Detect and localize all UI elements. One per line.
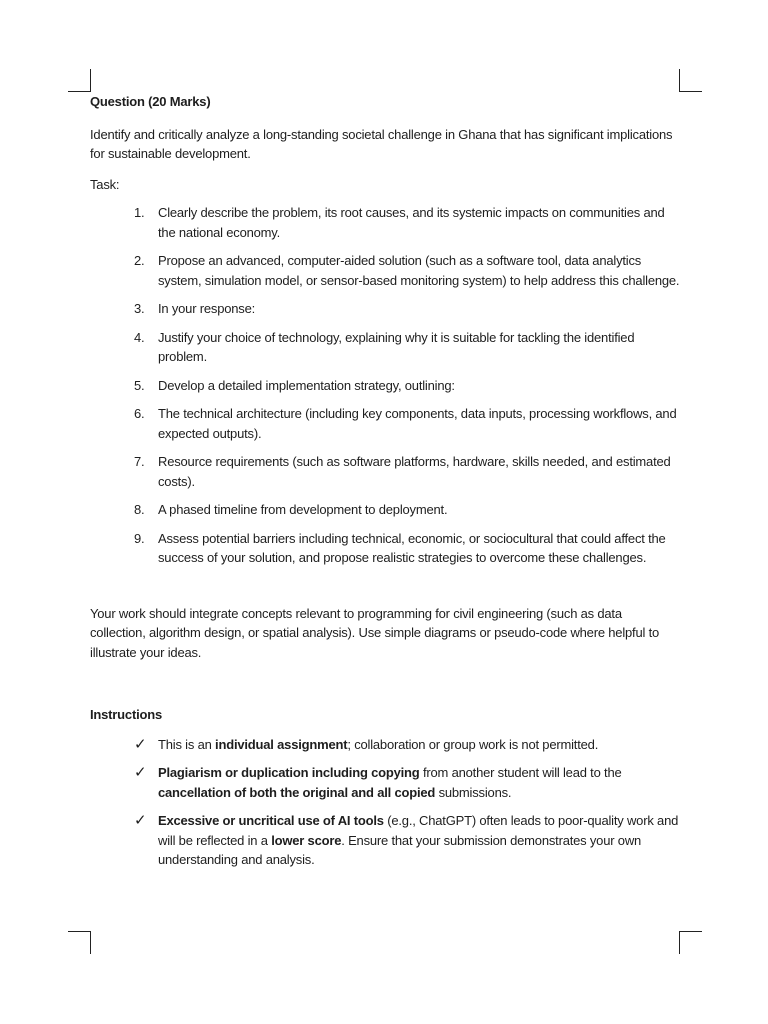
instruction-item: [90, 811, 680, 870]
instruction-text: from another student will lead to the: [419, 765, 622, 780]
crop-mark-bottom-left: [68, 931, 91, 954]
task-number: 9.: [134, 530, 145, 546]
instruction-emphasis: lower score: [271, 832, 342, 848]
task-number: 1.: [134, 205, 145, 220]
task-text: Resource requirements (such as software platforms, hardware, skills needed, and estimated costs).: [158, 454, 671, 489]
task-item: [90, 203, 680, 242]
instruction-emphasis: Excessive or uncritical use of AI tools: [158, 813, 384, 828]
task-item: [90, 299, 680, 319]
instruction-text: submissions.: [435, 784, 512, 800]
instructions-heading: Instructions: [90, 707, 162, 722]
integration-paragraph: Your work should integrate concepts relevant to programming for civil engineering (such as data collection, algorithm design, or spatial analysis). Use simple diagrams or pseudo-code where helpful to illustrate your ideas.: [90, 605, 660, 660]
task-text: Justify your choice of technology, explaining why it is suitable for tackling the identified problem.: [158, 329, 635, 364]
task-item: [90, 328, 680, 367]
task-list: [90, 203, 680, 568]
task-text: Propose an advanced, computer-aided solution (such as a software tool, data analytics system, simulation model, or sensor-based monitoring system) to help address this challenge.: [158, 253, 680, 288]
task-text: Develop a detailed implementation strategy, outlining:: [158, 377, 455, 393]
instruction-text: (e.g., ChatGPT) often leads to poor-quality work and will be reflected in a: [158, 813, 679, 848]
task-text: The technical architecture (including key components, data inputs, processing workflows, and expected outputs).: [158, 406, 677, 441]
instruction-emphasis: Plagiarism or duplication including copying: [158, 765, 420, 780]
checkmark-icon: ✓: [134, 735, 147, 753]
instruction-text: This is an: [158, 736, 216, 752]
task-number: 7.: [134, 454, 145, 469]
instruction-text: . Ensure that your submission demonstrates your own understanding and analysis.: [158, 832, 642, 867]
instruction-text: ; collaboration or group work is not permitted.: [347, 736, 599, 752]
task-item: [90, 500, 680, 520]
task-number: 8.: [134, 502, 145, 517]
document-page: [90, 92, 680, 879]
instruction-emphasis: cancellation of both the original and all copied: [158, 784, 436, 800]
task-item: [90, 529, 680, 568]
task-number: 6.: [134, 406, 145, 421]
instruction-item: [90, 763, 680, 802]
question-intro: Identify and critically analyze a long-standing societal challenge in Ghana that has significant implications for sustainable development.: [90, 126, 673, 161]
task-number: 4.: [134, 329, 145, 345]
task-item: [90, 404, 680, 443]
task-item: [90, 251, 680, 290]
task-text: Assess potential barriers including technical, economic, or sociocultural that could affect the success of your solution, and propose realistic strategies to overcome these challenges.: [158, 530, 666, 565]
crop-mark-bottom-right: [679, 931, 702, 954]
task-number: 2.: [134, 253, 145, 268]
task-label: Task:: [90, 176, 120, 192]
task-item: [90, 376, 680, 396]
instructions-list: [90, 735, 680, 870]
task-number: 5.: [134, 377, 145, 393]
task-text: A phased timeline from development to deployment.: [158, 502, 448, 517]
crop-mark-top-left: [68, 69, 91, 92]
checkmark-icon: ✓: [134, 764, 147, 781]
task-number: 3.: [134, 301, 145, 316]
question-heading: Question (20 Marks): [90, 94, 211, 109]
task-text: In your response:: [158, 301, 256, 316]
crop-mark-top-right: [679, 69, 702, 92]
instruction-item: [90, 735, 680, 755]
task-text: Clearly describe the problem, its root causes, and its systemic impacts on communities and the national economy.: [158, 205, 665, 240]
checkmark-icon: ✓: [134, 812, 147, 829]
task-item: [90, 452, 680, 491]
instruction-emphasis: individual assignment: [215, 736, 348, 752]
